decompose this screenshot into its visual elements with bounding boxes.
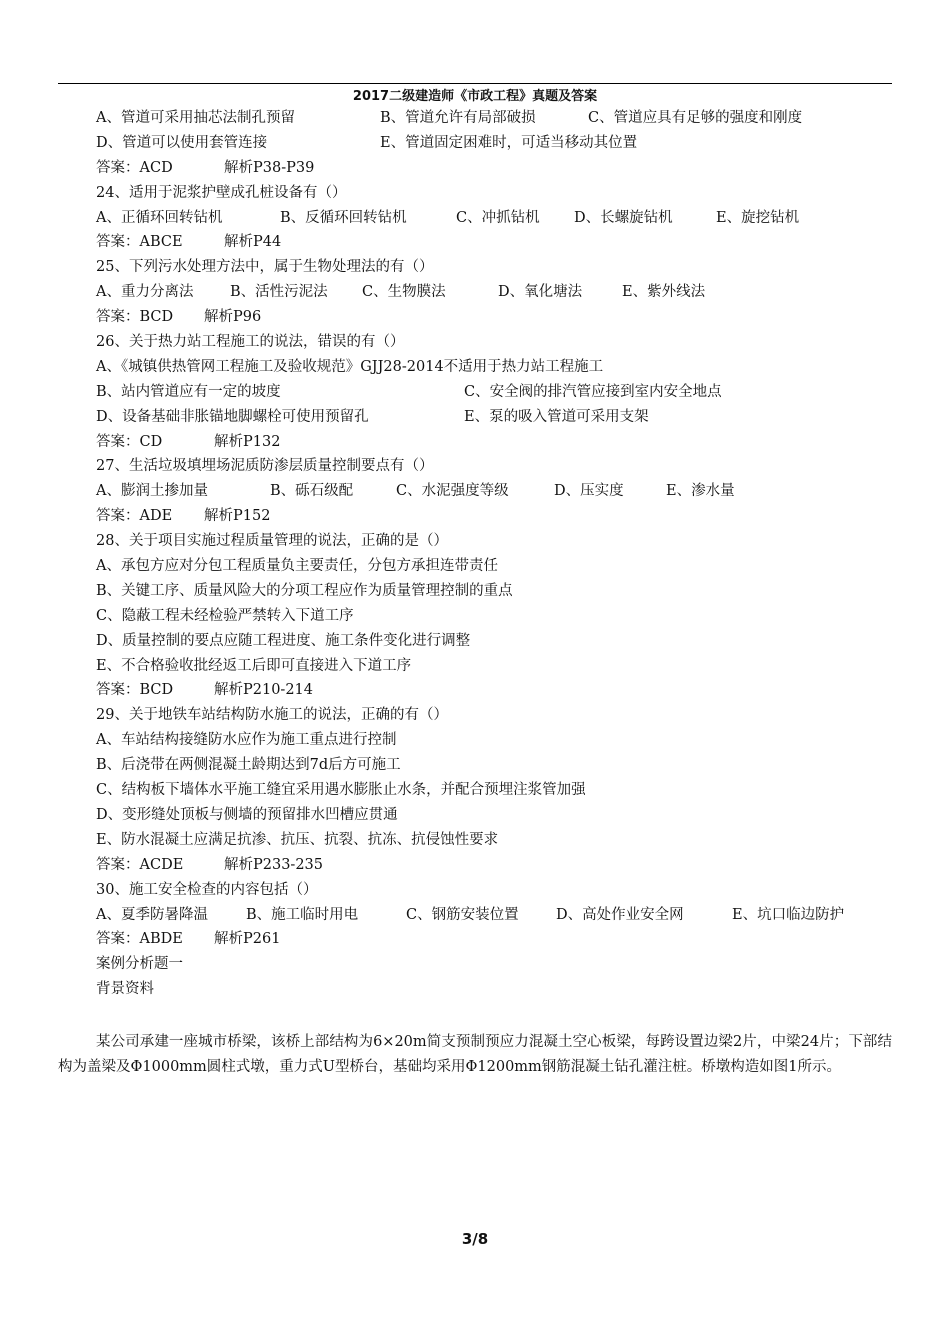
line-segment: 解析P38-P39 — [224, 159, 315, 176]
line-segment: C、冲抓钻机 — [456, 209, 540, 226]
text-line — [96, 305, 896, 330]
line-segment: B、关键工序、质量风险大的分项工程应作为质量管理控制的重点 — [96, 582, 513, 599]
line-segment: D、氧化塘法 — [498, 284, 583, 301]
text-line — [96, 454, 896, 479]
text-line — [96, 604, 896, 629]
line-segment: D、变形缝处顶板与侧墙的预留排水凹槽应贯通 — [96, 806, 398, 823]
text-line — [96, 853, 896, 878]
line-segment: C、钢筋安装位置 — [406, 906, 519, 923]
background-paragraph: 某公司承建一座城市桥梁，该桥上部结构为6×20m简支预制预应力混凝土空心板梁，每跨设置边梁2片，中梁24片；下部结构为盖梁及Φ1000mm圆柱式墩，重力式U型桥台，基础均采用Φ1200mm钢筋混凝土钻孔灌注桩。桥墩构造如图1所示。 — [58, 1034, 892, 1075]
line-segment: 解析P233-235 — [224, 856, 324, 873]
line-segment: 解析P261 — [214, 931, 281, 948]
line-segment: 答案：ACD — [96, 159, 173, 176]
text-line — [96, 579, 896, 604]
line-segment: E、管道固定困难时，可适当移动其位置 — [380, 134, 638, 151]
line-segment: D、长螺旋钻机 — [574, 209, 673, 226]
line-segment: E、旋挖钻机 — [716, 209, 800, 226]
text-line — [96, 903, 896, 928]
line-segment: B、管道允许有局部破损 — [380, 110, 536, 126]
line-segment: 解析P132 — [214, 433, 281, 450]
line-segment: B、砾石级配 — [270, 483, 354, 500]
line-segment: 答案：ACDE — [96, 856, 184, 873]
line-segment: E、防水混凝土应满足抗渗、抗压、抗裂、抗冻、抗侵蚀性要求 — [96, 831, 499, 848]
header-rule — [58, 83, 892, 84]
text-line — [96, 131, 896, 156]
page-header-title: 2017二级建造师《市政工程》真题及答案 — [352, 89, 598, 104]
line-segment: 29、关于地铁车站结构防水施工的说法，正确的有（） — [96, 707, 448, 724]
line-segment: 26、关于热力站工程施工的说法，错误的有（） — [96, 334, 405, 351]
line-segment: 答案：CD — [96, 433, 163, 450]
line-segment: 答案：ADE — [96, 508, 173, 525]
text-line — [96, 330, 896, 355]
text-line — [96, 803, 896, 828]
text-line — [96, 678, 896, 703]
text-line — [96, 952, 896, 977]
line-segment: 24、适用于泥浆护壁成孔桩设备有（） — [96, 184, 347, 201]
line-segment: B、活性污泥法 — [230, 284, 328, 301]
line-segment: C、结构板下墙体水平施工缝宜采用遇水膨胀止水条，并配合预埋注浆管加强 — [96, 782, 586, 799]
line-segment: 答案：BCD — [96, 682, 174, 699]
line-segment: 30、施工安全检查的内容包括（） — [96, 881, 318, 898]
line-segment: 25、下列污水处理方法中，属于生物处理法的有（） — [96, 259, 434, 276]
line-segment: C、生物膜法 — [362, 284, 446, 301]
line-segment: 答案：BCD — [96, 309, 174, 326]
text-line — [96, 405, 896, 430]
line-segment: D、压实度 — [554, 483, 624, 500]
text-line — [96, 529, 896, 554]
text-line — [96, 156, 896, 181]
line-segment: D、质量控制的要点应随工程进度、施工条件变化进行调整 — [96, 632, 471, 649]
line-segment: C、水泥强度等级 — [396, 483, 509, 500]
text-line — [96, 479, 896, 504]
text-line — [96, 430, 896, 455]
line-segment: A、正循环回转钻机 — [96, 209, 223, 226]
line-segment: 解析P210-214 — [214, 682, 314, 699]
line-segment: 解析P44 — [224, 234, 282, 251]
line-segment: D、高处作业安全网 — [556, 906, 684, 923]
line-segment: A、重力分离法 — [96, 284, 194, 301]
line-segment: 28、关于项目实施过程质量管理的说法，正确的是（） — [96, 533, 448, 550]
text-line — [96, 106, 896, 131]
document-body — [96, 106, 896, 1002]
text-line — [96, 230, 896, 255]
line-segment: C、隐蔽工程未经检验严禁转入下道工序 — [96, 607, 354, 624]
text-line — [96, 728, 896, 753]
text-line — [96, 977, 896, 1002]
line-segment: 答案：ABCE — [96, 234, 183, 251]
line-segment: 27、生活垃圾填埋场泥质防渗层质量控制要点有（） — [96, 458, 434, 475]
text-line — [96, 380, 896, 405]
line-segment: B、站内管道应有一定的坡度 — [96, 383, 281, 400]
text-line — [96, 878, 896, 903]
text-line — [96, 778, 896, 803]
line-segment: E、不合格验收批经返工后即可直接进入下道工序 — [96, 657, 412, 674]
text-line — [96, 703, 896, 728]
line-segment: A、夏季防暑降温 — [96, 906, 208, 923]
line-segment: 解析P152 — [204, 508, 271, 525]
page-number: 3/8 — [461, 1230, 489, 1248]
line-segment: A、车站结构接缝防水应作为施工重点进行控制 — [96, 732, 397, 749]
line-segment: E、紫外线法 — [622, 284, 706, 301]
text-line — [96, 828, 896, 853]
text-line — [96, 206, 896, 231]
line-segment: E、泵的吸入管道可采用支架 — [464, 408, 649, 425]
line-segment: D、设备基础非胀锚地脚螺栓可使用预留孔 — [96, 408, 369, 425]
text-line — [96, 629, 896, 654]
line-segment: A、《城镇供热管网工程施工及验收规范》GJJ28-2014不适用于热力站工程施工 — [96, 358, 604, 375]
text-line — [96, 504, 896, 529]
line-segment: 解析P96 — [204, 309, 262, 326]
text-line — [96, 280, 896, 305]
line-segment: E、渗水量 — [666, 483, 735, 500]
text-line — [96, 255, 896, 280]
text-line — [96, 753, 896, 778]
line-segment: D、管道可以使用套管连接 — [96, 134, 268, 151]
line-segment: 答案：ABDE — [96, 931, 183, 948]
line-segment: B、后浇带在两侧混凝土龄期达到7d后方可施工 — [96, 757, 401, 774]
line-segment: E、坑口临边防护 — [732, 906, 845, 923]
line-segment: C、管道应具有足够的强度和刚度 — [588, 110, 803, 126]
line-segment: B、反循环回转钻机 — [280, 209, 407, 226]
text-line — [96, 554, 896, 579]
line-segment: 背景资料 — [96, 981, 154, 998]
line-segment: A、承包方应对分包工程质量负主要责任，分包方承担连带责任 — [96, 558, 498, 575]
text-line — [96, 927, 896, 952]
line-segment: B、施工临时用电 — [246, 906, 359, 923]
text-line — [96, 355, 896, 380]
line-segment: C、安全阀的排汽管应接到室内安全地点 — [464, 383, 722, 400]
line-segment: A、管道可采用抽芯法制孔预留 — [96, 110, 295, 126]
line-segment: 案例分析题一 — [96, 956, 183, 973]
text-line — [96, 654, 896, 679]
text-line — [96, 181, 896, 206]
line-segment: A、膨润土掺加量 — [96, 483, 208, 500]
